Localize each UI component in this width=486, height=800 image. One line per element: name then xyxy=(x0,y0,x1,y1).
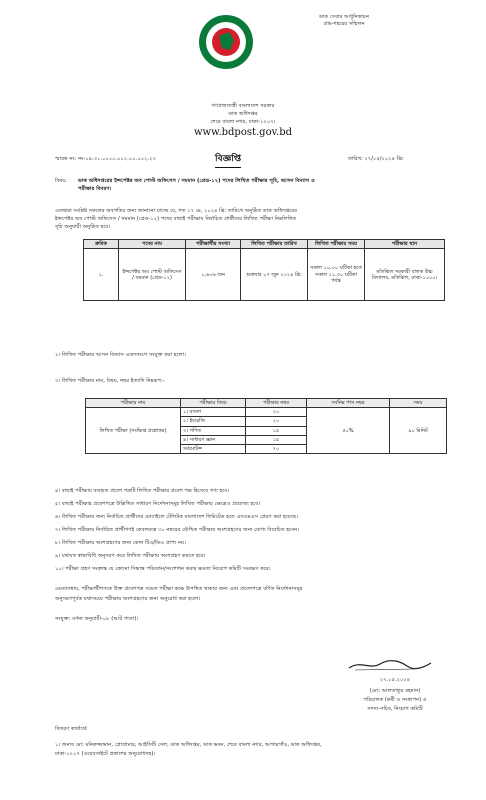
department-name: ডাক অধিদপ্তর xyxy=(228,111,258,117)
table-row xyxy=(84,249,445,301)
marks-header-time: সময় xyxy=(390,399,447,408)
marks-subject-1-marks: ২০ xyxy=(246,408,307,417)
intro-line-3: সূচি অনুযায়ী অনুষ্ঠিত হবে। xyxy=(55,224,111,230)
marks-exam-name: লিখিত পরীক্ষা (সংক্ষিপ্ত প্রশ্নোত্তর) xyxy=(86,408,181,454)
government-name: গণপ্রজাতন্ত্রী বাংলাদেশ সরকার xyxy=(211,103,275,109)
distribution-line-2: ঢাকা-১২০৭ (ওয়েবসাইটে প্রকাশের অনুরোধসহ)। xyxy=(55,751,156,757)
point-2: ২। লিখিত পরীক্ষার আসন বিন্যাস এতদসংগে সংযুক্ত করা হলো। xyxy=(55,352,186,358)
slogan xyxy=(284,14,404,28)
schedule-time: সকাল ১০.০০ ঘটিকা হতে সকাল ১১.৩০ ঘটিকা পর্যন্ত xyxy=(308,249,365,301)
notice-title: বিজ্ঞপ্তি xyxy=(215,151,241,168)
point-8: ৮। লিখিত পরীক্ষায় অংশগ্রহণের জন্য কোন টিএ/ডিএ প্রাপ্য নয়। xyxy=(55,540,186,546)
memo-date: তারিখ: ২৭/০৫/২০২৪ খ্রি: xyxy=(348,156,404,162)
marks-header-row xyxy=(86,399,447,408)
marks-subject-3: ৩। গণিত xyxy=(181,426,246,435)
closing-line-1: এমতাবস্থায়, পরীক্ষার্থীগণকে উক্ত প্রবেশপত্র সমেত পরীক্ষা কক্ষে উপস্থিত থাকার জন্য এবং প্রবেশপত্রে বর্ণিত নির্দেশনাসমূহ xyxy=(55,586,303,592)
marks-header-pass: সর্বনিম্ন পাস নম্বর xyxy=(307,399,390,408)
table-row xyxy=(86,408,447,417)
signatory-designation-1: পরিচালক (কর্মী ও সংস্থাপন) ও xyxy=(363,697,427,703)
marks-subject-2-marks: ২০ xyxy=(246,417,307,426)
schedule-post: ইন্সপেক্টর অব পোস্ট অফিসেস / সমমান (গ্রেড-১২) xyxy=(119,249,186,301)
schedule-header-post: পদের নাম xyxy=(119,240,186,249)
schedule-count: ১,৬০৬ জন xyxy=(186,249,241,301)
schedule-header-serial: ক্রমিক xyxy=(84,240,119,249)
schedule-header-date: লিখিত পরীক্ষার তারিখ xyxy=(241,240,308,249)
signatory-name: (মো: আলতাফুর রহমান) xyxy=(369,688,421,694)
marks-subject-4-marks: ১৫ xyxy=(246,435,307,444)
bangladesh-government-seal-logo xyxy=(196,12,256,72)
schedule-serial: ১. xyxy=(84,249,119,301)
schedule-header-count: পরীক্ষার্থীর সংখ্যা xyxy=(186,240,241,249)
point-5: ৫। বাছাই পরীক্ষার প্রবেশপত্রে উল্লিখিত সাধারণ নির্দেশনাসমূহ লিখিত পরীক্ষার ক্ষেত্রেও প্রযোজ্য হবে। xyxy=(55,501,260,507)
marks-subject-2: ২। ইংরেজি xyxy=(181,417,246,426)
slogan-line-1: ডাক সেবার আধুনিকায়ন xyxy=(319,14,369,20)
schedule-date: শুক্রবার ০৭ জুন ২০২৪ খ্রি: xyxy=(241,249,308,301)
attachment-note: সংযুক্ত: বর্ণনা অনুযায়ী-০৮ (আট পাতা)। xyxy=(55,616,139,622)
schedule-header-row xyxy=(84,240,445,249)
signatory-designation-2: সদস্য-সচিব, নিয়োগ কমিটি xyxy=(367,706,423,712)
signature-date: ২৭.০৫.২০২৪ xyxy=(379,677,411,683)
point-9: ৯। যথাযথ স্বাস্থ্যবিধি অনুসরণ করে লিখিত পরীক্ষায় অংশগ্রহণ করতে হবে। xyxy=(55,553,206,559)
distribution-line-1: ১। জনাব মো: মনিরুজ্জামান, প্রোগ্রামার, আইসিটি সেল, ডাক অধিদপ্তর, ডাক ভবন, শেরে বাংলা নগর, আগারগাঁও, ডাক অধিদপ্তর, xyxy=(55,742,322,748)
marks-subject-4: ৪। সাধারণ জ্ঞান xyxy=(181,435,246,444)
marks-header-subject: পরীক্ষার বিষয় xyxy=(181,399,246,408)
subject-label: বিষয়: xyxy=(55,178,68,184)
department-address: শেরে বাংলা নগর, ঢাকা-১২০৭। xyxy=(210,119,276,125)
memo-ref: স্মারক নং: নং-১৪.৩১.০০০০.০১২.০০.০০২.২৩ xyxy=(55,156,156,162)
marks-header-marks: পরীক্ষার নম্বর xyxy=(246,399,307,408)
marks-pass: ৫০% xyxy=(307,408,390,454)
marks-table xyxy=(85,398,447,454)
point-4: ৪। বাছাই পরীক্ষায় ব্যবহৃত প্রবেশ পত্রটি লিখিত পরীক্ষার প্রবেশ পত্র হিসেবে গণ্য হবে। xyxy=(55,488,230,494)
marks-time: ৯০ মিনিট xyxy=(390,408,447,454)
point-3: ৩। লিখিত পরীক্ষার নাম, বিষয়, নম্বর ইত্যাদি নিম্নরূপ:- xyxy=(55,378,165,384)
point-6: ৬। লিখিত পরীক্ষার জন্য নির্বাচিত প্রার্থীদের মোবাইলে টেলিটক বাংলাদেশ লিমিটেড হতে এসএমএস প্রেরণ করা হয়েছে। xyxy=(55,514,298,520)
subject-line-1: ডাক অধিদপ্তরের ইন্সপেক্টর অব পোস্ট অফিসেস / সমমান (গ্রেড-১২) পদের লিখিত পরীক্ষার সূচি, আসন বিন্যাস ও xyxy=(78,178,315,184)
schedule-venue: মতিঝিল সরকারী বালক উচ্চ বিদ্যালয়, মতিঝিল, ঢাকা-১০০০। xyxy=(365,249,445,301)
slogan-line-2: গ্রাম-শহরের সম্মিলন xyxy=(323,21,365,27)
marks-total-label: সর্বমোট= xyxy=(181,445,246,454)
intro-line-2: ইন্সপেক্টর অব পোস্ট অফিসেস / সমমান (গ্রেড-১২) পদের বাছাই পরীক্ষায় নির্বাচিত প্রার্থীদের লিখিত পরীক্ষা নিম্নলিখিত xyxy=(55,216,297,222)
marks-header-exam: পরীক্ষার নাম xyxy=(86,399,181,408)
subject-line-2: পরীক্ষার বিবরণ। xyxy=(78,186,112,192)
schedule-header-time: লিখিত পরীক্ষার সময় xyxy=(308,240,365,249)
schedule-header-venue: পরীক্ষার স্থান xyxy=(365,240,445,249)
marks-total: ৭০ xyxy=(246,445,307,454)
point-7: ৭। লিখিত পরীক্ষায় নির্বাচিত প্রার্থীগণই কেবলমাত্র ৩০ নম্বরের মৌখিক পরীক্ষায় অংশগ্রহণের জন্য যোগ্য বিবেচিত হবেন। xyxy=(55,527,300,533)
distribution-label: বিতরণ কার্যার্থে: xyxy=(55,726,88,732)
point-10: ১০। পরীক্ষা গ্রহণ সংক্রান্ত যে কোনো সিদ্ধান্ত পরিবর্তন/সংশোধন করার ক্ষমতা নিয়োগ কমিটি সংরক্ষণ করে। xyxy=(55,566,271,572)
marks-subject-3-marks: ১৫ xyxy=(246,426,307,435)
intro-line-1: এতদ্বারা সংশ্লিষ্ট সকলের অবগতির জন্য জানানো যাচ্ছে যে, গত ১৭ মে, ২০২৪ খ্রি: তারিখে অনুষ্ঠিত ডাক অধিদপ্তরের xyxy=(55,208,298,214)
signature-mark xyxy=(345,656,435,674)
schedule-table xyxy=(83,239,445,301)
website-link[interactable]: www.bdpost.gov.bd xyxy=(193,127,293,138)
closing-line-2: অনুসরণপূর্বক যথাসময়ে পরীক্ষায় অংশগ্রহণের জন্য অনুরোধ করা হলো। xyxy=(55,596,201,602)
marks-subject-1: ১। বাংলা xyxy=(181,408,246,417)
